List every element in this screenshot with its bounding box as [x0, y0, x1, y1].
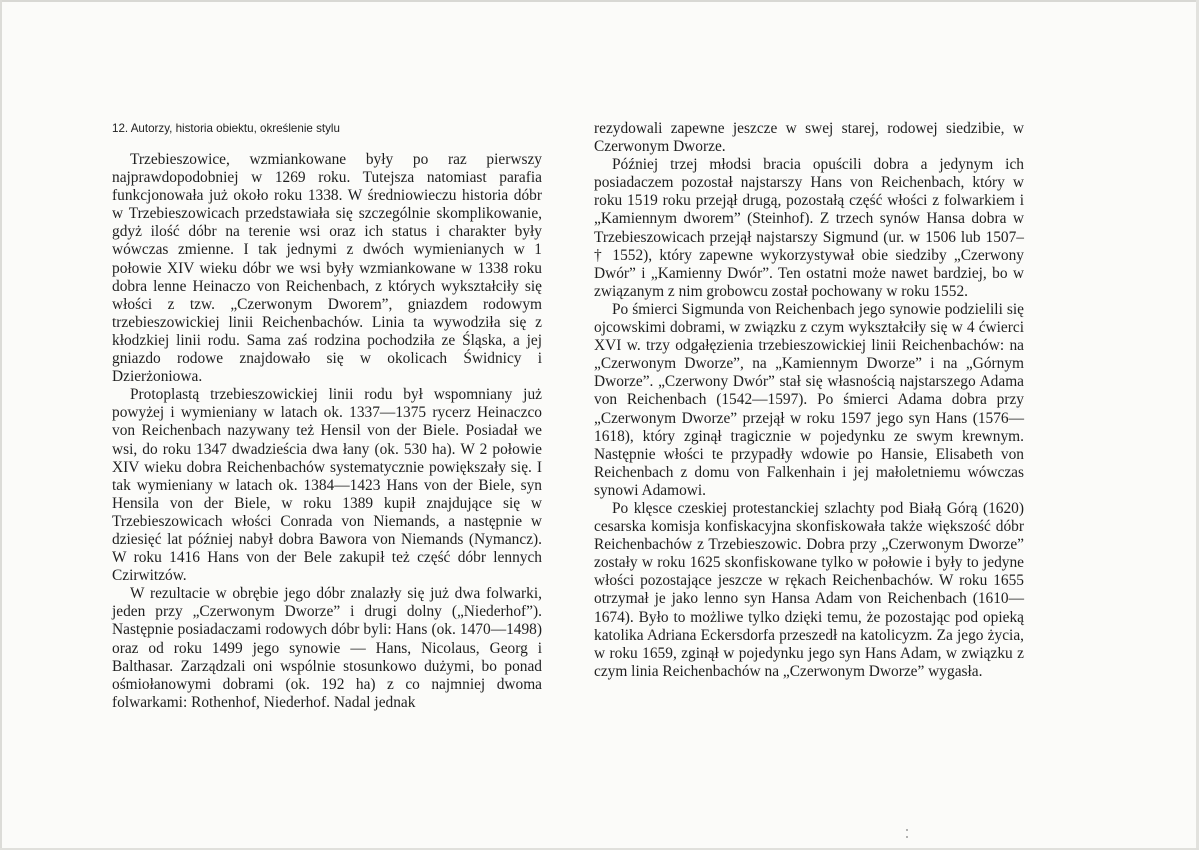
- paragraph: Po śmierci Sigmunda von Reichenbach jego synowie podzielili się ojcowskimi dobrami, w związku z czym wykształciły się w 4 ćwierci XVI w. trzy odgałęzienia trzebieszowickiej linii Reichenbachów: na „Czerwonym Dworze”, na „Kamiennym Dworze” i na „Górnym Dworze”. „Czerwony Dwór” stał się własnością najstarszego Adama von Reichenbach (1542—1597). Po śmierci Adama dobra przy „Czerwonym Dworze” przejął w roku 1597 jego syn Hans (1576—1618), który zginął tragicznie w pojedynku ze swym krewnym. Następnie włości te przypadły wdowie po Hansie, Elisabeth von Reichenbach z domu von Falkenhain i jej małoletniemu wówczas synowi Adamowi.: [594, 300, 1024, 499]
- page-edge-left: [0, 0, 2, 850]
- page-edge-top: [0, 0, 1199, 2]
- paragraph: Później trzej młodsi bracia opuścili dobra a jedynym ich posiadaczem pozostał najstarszy Hans von Reichenbach, który w roku 1519 roku przejął drugą, pozostałą część włości z folwarkiem i „Kamiennym dworem” (Steinhof). Z trzech synów Hansa dobra w Trzebieszowicach przejął najstarszy Sigmund (ur. w 1506 lub 1507– † 1552), który zapewne wykorzystywał obie siedziby „Czerwony Dwór” i „Kamienny Dwór”. Ten ostatni może nawet bardziej, bo w związanym z nim grobowcu został pochowany w roku 1552.: [594, 156, 1024, 300]
- paragraph: rezydowali zapewne jeszcze w swej starej, rodowej siedzibie, w Czerwonym Dworze.: [594, 120, 1024, 156]
- scan-speck: [906, 836, 908, 838]
- paragraph: Trzebieszowice, wzmiankowane były po raz pierwszy najprawdopodobniej w 1269 roku. Tutejsza natomiast parafia funkcjonowała już około roku 1338. W średniowieczu historia dóbr w Trzebieszowicach przedstawiała się szczególnie skomplikowanie, gdyż ilość dóbr na terenie wsi oraz ich status i charakter były wówczas zmienne. I tak jednymi z dwóch wymienianych w 1 połowie XIV wieku dóbr we wsi były wzmiankowane w 1338 roku dobra lenne Heinaczo von Reichenbach, z których wykształciły się włości z tzw. „Czerwonym Dworem”, gniazdem rodowym trzebieszowickiej linii Reichenbachów. Linia ta wywodziła się z kłodzkiej linii rodu. Sama zaś rodzina pochodziła ze Śląska, a jej gniazdo rodowe znajdowało się w okolicach Świdnicy i Dzierżoniowa.: [112, 151, 542, 386]
- paragraph: Protoplastą trzebieszowickiej linii rodu był wspomniany już powyżej i wymieniany w latach ok. 1337—1375 rycerz Heinaczco von Reichenbach nazywany też Hensil von der Biele. Posiadał we wsi, do roku 1347 dwadzieścia dwa łany (ok. 530 ha). W 2 połowie XIV wieku dobra Reichenbachów systematycznie powiększały się. I tak wymieniany w latach ok. 1384—1423 Hans von der Biele, syn Hensila von der Biele, w roku 1389 kupił znajdujące się w Trzebieszowicach włości Conrada von Niemands, a następnie w dziesięć lat później nabył dobra Bawora von Niemands (Nymancz). W roku 1416 Hans von der Bele zakupił też część dóbr lennych Czirwitzów.: [112, 386, 542, 585]
- scan-speck: [906, 829, 908, 831]
- section-heading: 12. Autorzy, historia obiektu, określenie stylu: [112, 122, 340, 135]
- right-column: [594, 120, 1024, 681]
- paragraph: W rezultacie w obrębie jego dóbr znalazły się już dwa folwarki, jeden przy „Czerwonym Dworze” i drugi dolny („Niederhof”). Następnie posiadaczami rodowych dóbr byli: Hans (ok. 1470—1498) oraz od roku 1499 jego synowie — Hans, Nicolaus, Georg i Balthasar. Zarządzali oni wspólnie stosunkowo dużymi, bo ponad ośmiołanowymi dobrami (ok. 192 ha) z co najmniej dwoma folwarkami: Rothenhof, Niederhof. Nadal jednak: [112, 585, 542, 711]
- paragraph: Po klęsce czeskiej protestanckiej szlachty pod Białą Górą (1620) cesarska komisja konfiskacyjna skonfiskowała także większość dóbr Reichenbachów z Trzebieszowic. Dobra przy „Czerwonym Dworze” zostały w roku 1625 skonfiskowane tylko w połowie i były to jedyne włości pozostające jeszcze w rękach Reichenbachów. W roku 1655 otrzymał je jako lenno syn Hansa Adam von Reichenbach (1610—1674). Było to możliwe tylko dzięki temu, że pozostając pod opieką katolika Adriana Eckersdorfa przeszedł na katolicyzm. Za jego życia, w roku 1659, zginął w pojedynku jego syn Hans Adam, w związku z czym linia Reichenbachów na „Czerwonym Dworze” wygasła.: [594, 499, 1024, 680]
- left-column: [112, 122, 542, 712]
